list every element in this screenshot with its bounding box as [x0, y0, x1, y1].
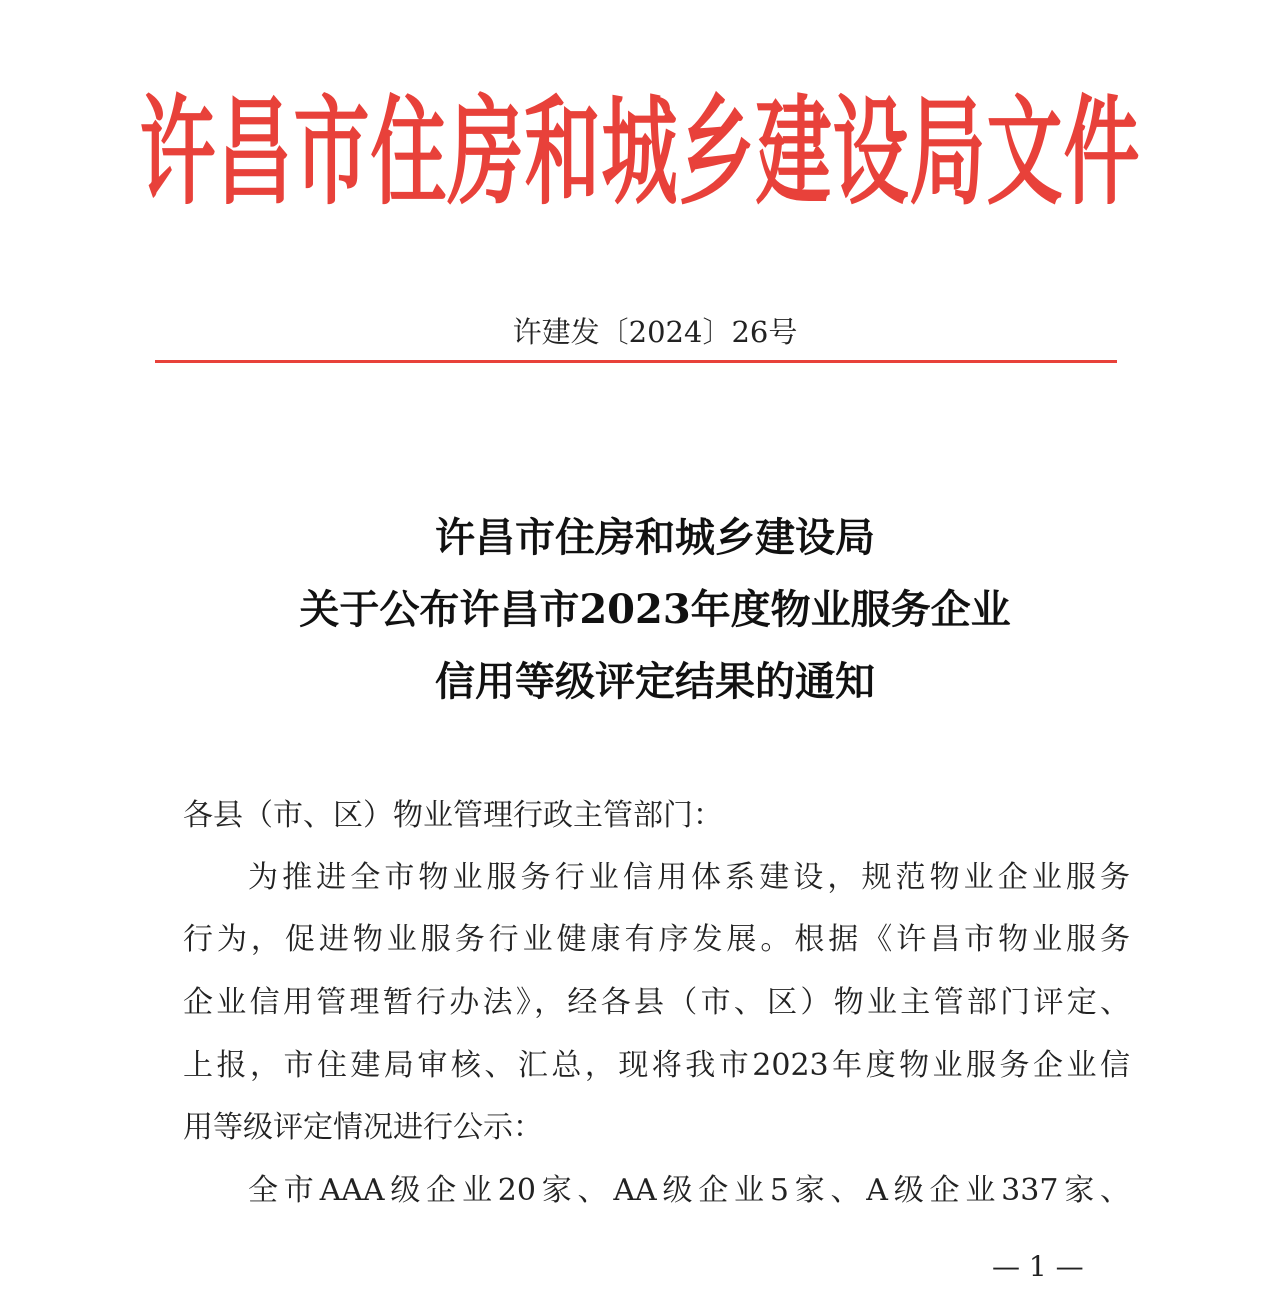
body-line: 企业信用管理暂行办法》，经各县（市、区）物业主管部门评定、	[183, 985, 1130, 1020]
notice-title-line-1: 许昌市住房和城乡建设局	[435, 514, 875, 561]
notice-title-line-2: 关于公布许昌市2023年度物业服务企业	[299, 586, 1011, 633]
body-line: 全市AAA级企业20家、AA级企业5家、A级企业337家、	[248, 1173, 1130, 1208]
body-line: 行为，促进物业服务行业健康有序发展。根据《许昌市物业服务	[183, 922, 1130, 957]
body-line: 上报，市住建局审核、汇总，现将我市2023年度物业服务企业信	[183, 1048, 1130, 1083]
page-number: — 1 —	[992, 1250, 1084, 1283]
document-header-title: 许昌市住房和城乡建设局文件	[139, 82, 1141, 221]
body-line: 用等级评定情况进行公示：	[183, 1110, 543, 1145]
notice-title-line-3: 信用等级评定结果的通知	[435, 658, 875, 705]
red-divider-line	[155, 360, 1117, 363]
document-number: 许建发〔2024〕26号	[512, 315, 798, 349]
salutation: 各县（市、区）物业管理行政主管部门：	[183, 798, 723, 833]
body-line: 为推进全市物业服务行业信用体系建设，规范物业企业服务	[248, 860, 1130, 895]
